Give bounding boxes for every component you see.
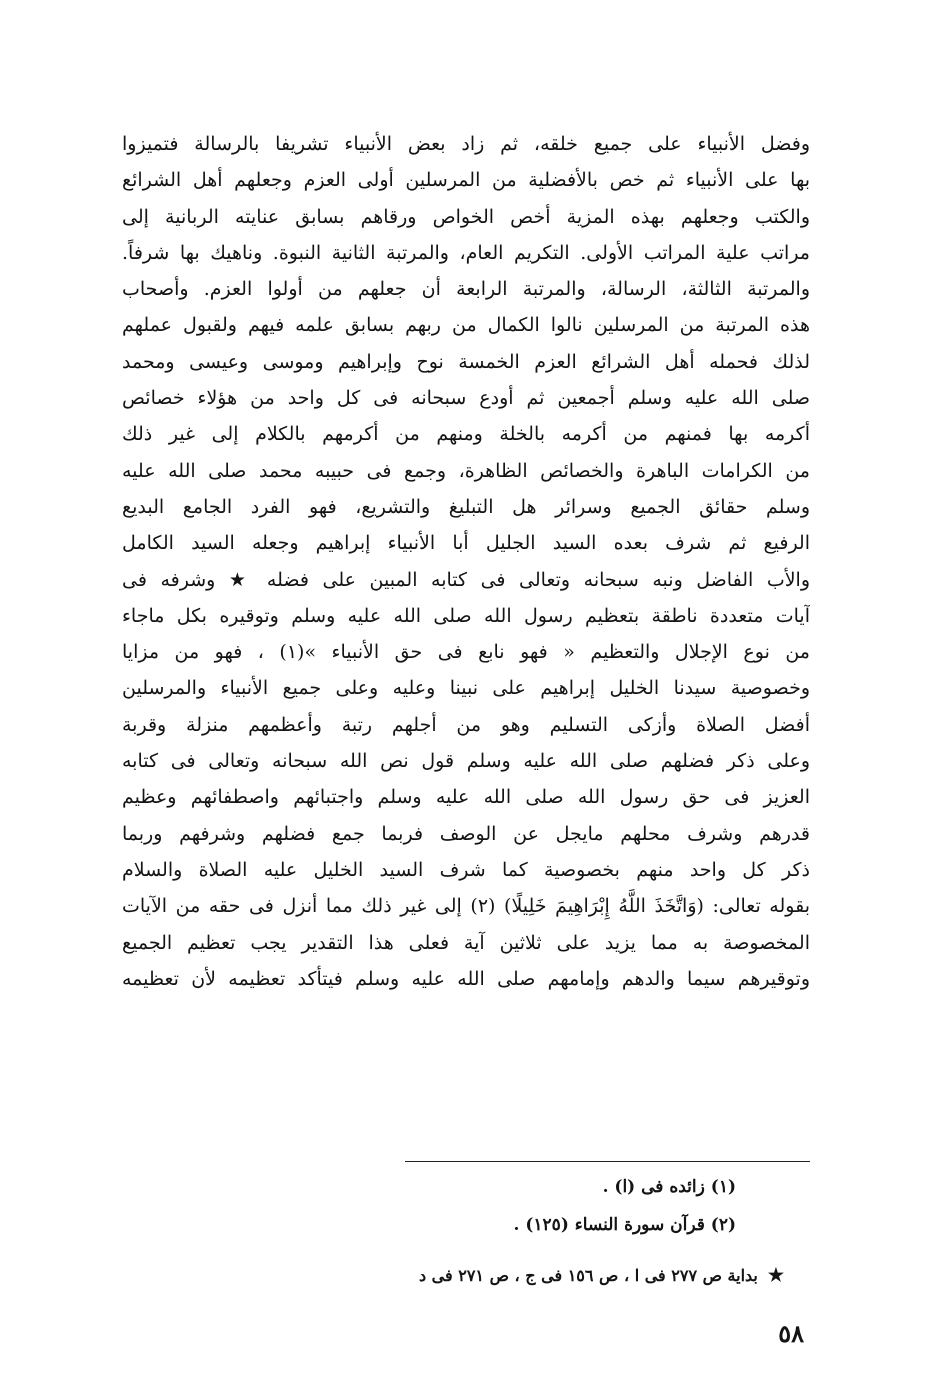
text-line: وسلم حقائق الجميع وسرائر هل التبليغ والتشريع، فهو الفرد الجامع البديع	[122, 495, 810, 518]
main-text-block	[122, 126, 810, 997]
text-line: لذلك فحمله أهل الشرائع العزم الخمسة نوح وإبراهيم وموسى وعيسى ومحمد	[122, 350, 810, 373]
text-line: بها على الأنبياء ثم خص بالأفضلية من المرسلين أولى العزم وجعلهم أهل الشرائع	[122, 169, 810, 192]
text-line: آيات متعددة ناطقة بتعظيم رسول الله صلى الله عليه وسلم وتوقيره بكل ماجاء	[122, 604, 810, 627]
text-line: بقوله تعالى: (وَاتَّخَذَ اللَّهُ إِبْرَاهِيمَ خَلِيلًا) (٢) إلى غير ذلك مما أنزل فى حقه من الآيات	[122, 895, 810, 918]
text-line: وفضل الأنبياء على جميع خلقه، ثم زاد بعض الأنبياء تشريفا بالرسالة فتميزوا	[122, 133, 810, 155]
footnote-2: (٢) قرآن سورة النساء (١٢٥) .	[513, 1215, 736, 1235]
manuscript-pages-note	[224, 1260, 784, 1292]
text-line: من نوع الإجلال والتعظيم « فهو نابع فى حق الأنبياء »(١) ، فهو من مزايا	[122, 641, 810, 664]
text-line: قدرهم وشرف محلهم مايجل عن الوصف فربما جمع فضلهم وشرفهم وربما	[122, 822, 810, 845]
page-number: ٥٨	[778, 1319, 804, 1348]
footnote-1: (١) زائده فى (ا) .	[602, 1177, 736, 1197]
text-line: أكرمه بها فمنهم من أكرمه بالخلة ومنهم من أكرمهم بالكلام إلى غير ذلك	[122, 423, 810, 446]
text-line: مراتب علية المراتب الأولى. التكريم العام، والمرتبة الثانية النبوة. وناهيك بها شرفاً.	[122, 241, 810, 264]
footnotes-block	[316, 1168, 736, 1244]
text-line: ذكر كل واحد منهم بخصوصية كما شرف السيد الخليل عليه الصلاة والسلام	[122, 858, 810, 881]
text-line: هذه المرتبة من المرسلين نالوا الكمال من ربهم بسابق علمه فيهم ولقبول عملهم	[122, 314, 810, 337]
text-line: من الكرامات الباهرة والخصائص الظاهرة، وجمع فى حبيبه محمد صلى الله عليه	[122, 459, 810, 482]
text-line: والأب الفاضل ونبه سبحانه وتعالى فى كتابه المبين على فضله ★ وشرفه فى	[122, 568, 810, 591]
text-line: وتوقيرهم سيما والدهم وإمامهم صلى الله عليه وسلم فيتأكد تعظيمه لأن تعظيمه	[122, 967, 810, 990]
text-line: الرفيع ثم شرف بعده السيد الجليل أبا الأنبياء إبراهيم وجعله السيد الكامل	[122, 532, 810, 555]
text-line: والكتب وجعلهم بهذه المزية أخص الخواص ورقاهم بسابق عنايته الربانية إلى	[122, 205, 810, 228]
star-icon: ★	[767, 1265, 784, 1286]
text-line: وعلى ذكر فضلهم صلى الله عليه وسلم قول نص الله سبحانه وتعالى فى كتابه	[122, 750, 810, 773]
text-line: والمرتبة الثالثة، الرسالة، والمرتبة الرابعة أن جعلهم من أولوا العزم. وأصحاب	[122, 278, 810, 301]
manuscript-pages-text: بداية ص ٢٧٧ فى ا ، ص ١٥٦ فى ج ، ص ٢٧١ فى د	[418, 1266, 758, 1285]
text-line: أفضل الصلاة وأزكى التسليم وهو من أجلهم رتبة وأعظمهم منزلة وقربة	[122, 713, 810, 736]
text-line: وخصوصية سيدنا الخليل إبراهيم على نبينا وعليه وعلى جميع الأنبياء والمرسلين	[122, 677, 810, 700]
footnote-separator-rule	[405, 1161, 810, 1162]
text-line: صلى الله عليه وسلم أجمعين ثم أودع سبحانه فى كل واحد من هؤلاء خصائص	[122, 387, 810, 410]
text-line: العزيز فى حق رسول الله صلى الله عليه وسلم واجتبائهم واصطفائهم وعظيم	[122, 786, 810, 809]
text-line: المخصوصة به مما يزيد على ثلاثين آية فعلى هذا التقدير يجب تعظيم الجميع	[122, 931, 810, 954]
